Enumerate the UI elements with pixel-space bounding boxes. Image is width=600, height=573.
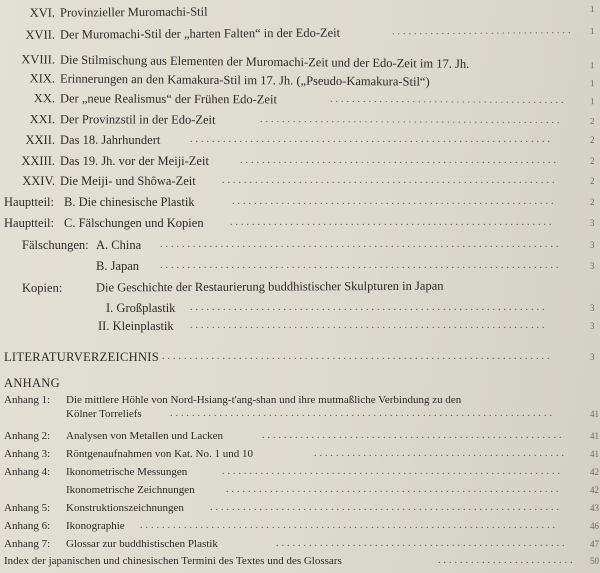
leader-dots: ................................................................. xyxy=(190,302,548,313)
toc-entry-index xyxy=(0,552,600,570)
toc-entry-anhang-4 xyxy=(0,463,600,481)
toc-entry-anhang-6 xyxy=(0,517,600,535)
leader-dots: ......................................................................... xyxy=(160,239,562,250)
entry-label: Anhang 7: xyxy=(4,538,51,550)
leader-dots: .............................................................. xyxy=(222,466,563,477)
entry-page: 2 xyxy=(590,135,595,145)
leader-dots: ........................................................... xyxy=(232,196,557,207)
toc-entry-xxii xyxy=(0,131,600,149)
leader-dots: ...................................................................... xyxy=(170,408,555,419)
leader-dots: .............................................. xyxy=(314,448,567,459)
entry-label: Anhang 5: xyxy=(4,502,51,514)
leader-dots: ....................................................................... xyxy=(162,351,553,362)
entry-title: Glossar zur buddhistischen Plastik xyxy=(66,538,218,550)
entry-label: Anhang 2: xyxy=(4,430,51,442)
entry-page: 3 xyxy=(590,321,595,331)
toc-entry-anhang-4-sub xyxy=(0,481,600,499)
leader-dots: ....................................................... xyxy=(262,430,565,441)
entry-title: Der Muromachi-Stil der „harten Falten“ in der Edo-Zeit xyxy=(59,25,341,42)
entry-page: 1 xyxy=(589,60,595,71)
entry-page: 47 xyxy=(590,539,599,549)
entry-title: Der „neue Realismus“ der Frühen Edo-Zeit xyxy=(59,91,277,107)
toc-entry-xxi xyxy=(0,110,600,130)
toc-entry-xvii xyxy=(0,22,600,44)
toc-entry-xxiv xyxy=(0,172,600,190)
leader-dots: .......................................................... xyxy=(240,155,559,166)
entry-title: Erinnerungen an den Kamakura-Stil im 17. Jh. („Pseudo-Kamakura-Stil“) xyxy=(59,71,430,89)
entry-page: 1 xyxy=(589,25,595,36)
entry-title: Das 19. Jh. vor der Meiji-Zeit xyxy=(60,154,209,168)
leader-dots: ............................................................. xyxy=(226,484,562,495)
entry-page: 41 xyxy=(590,409,599,419)
entry-page: 2 xyxy=(590,197,595,207)
entry-label: Kopien: xyxy=(21,280,63,295)
entry-page: 3 xyxy=(590,240,595,250)
entry-page: 46 xyxy=(590,521,599,531)
entry-number: XVII. xyxy=(25,27,56,42)
entry-label: Anhang 4: xyxy=(4,466,51,478)
toc-entry-xx xyxy=(0,89,600,110)
leader-dots: ......................... xyxy=(438,555,576,566)
entry-label: Fälschungen: xyxy=(22,238,89,252)
entry-page: 1 xyxy=(589,78,595,89)
entry-page: 50 xyxy=(590,556,599,566)
entry-page: 2 xyxy=(590,176,595,186)
entry-number: XVIII. xyxy=(21,52,56,67)
entry-page: 3 xyxy=(590,303,595,313)
toc-entry-anhang-2 xyxy=(0,427,600,445)
leader-dots: ............................................................. xyxy=(222,175,558,186)
entry-title: B. Japan xyxy=(96,259,140,273)
leader-dots: ........................................... xyxy=(329,93,567,106)
entry-title: Die mittlere Höhle von Nord-Hsiang-t'ang-shan und ihre mutmaßliche Verbindung zu den xyxy=(66,394,462,406)
entry-label: Anhang 3: xyxy=(4,448,51,460)
entry-title: Konstruktionszeichnungen xyxy=(66,502,184,514)
entry-page: 43 xyxy=(590,503,599,513)
anhang-heading xyxy=(0,374,600,392)
entry-title: Der Provinzstil in der Edo-Zeit xyxy=(59,112,216,127)
entry-number: XVI. xyxy=(29,5,56,20)
section-heading: ANHANG xyxy=(4,376,60,390)
entry-number: XXIV. xyxy=(22,174,55,188)
toc-entry-anhang-5 xyxy=(0,499,600,517)
toc-entry-hauptteil-b xyxy=(0,193,600,211)
entry-title: Ikonographie xyxy=(66,520,125,532)
entry-label: Hauptteil: xyxy=(4,216,54,230)
toc-entry-faelschungen-japan xyxy=(0,257,600,275)
entry-title: A. China xyxy=(96,238,142,252)
toc-entry-anhang-7 xyxy=(0,535,600,553)
entry-title: I. Großplastik xyxy=(106,301,176,315)
toc-entry-literatur xyxy=(0,348,600,366)
toc-entry-kopien xyxy=(0,276,600,297)
leader-dots: .................................................................. xyxy=(190,134,553,145)
entry-number: XXIII. xyxy=(21,154,55,168)
entry-title: Die Geschichte der Restaurierung buddhistischer Skulpturen in Japan xyxy=(95,278,444,295)
entry-page: 1 xyxy=(589,3,595,14)
entry-title: C. Fälschungen und Kopien xyxy=(64,216,204,230)
toc-entry-xvi xyxy=(0,0,600,22)
toc-entry-kopien-kleinplastik xyxy=(0,317,600,335)
entry-page: 3 xyxy=(590,218,595,228)
entry-number: XXI. xyxy=(29,112,56,127)
leader-dots: ................................................................. xyxy=(190,320,548,331)
leader-dots: ................................................................ xyxy=(210,502,562,513)
entry-title: Die Meiji- und Shôwa-Zeit xyxy=(60,174,196,188)
entry-title: LITERATURVERZEICHNIS xyxy=(4,350,159,364)
leader-dots: ................................. xyxy=(391,24,574,38)
entry-number: XX. xyxy=(33,91,56,106)
entry-page: 42 xyxy=(590,467,599,477)
entry-title: Röntgenaufnahmen von Kat. No. 1 und 10 xyxy=(66,448,253,460)
toc-entry-kopien-grossplastik xyxy=(0,299,600,317)
toc-entry-hauptteil-c xyxy=(0,214,600,232)
toc-entry-anhang-3 xyxy=(0,445,600,463)
leader-dots: ............................................................................ xyxy=(140,520,558,531)
entry-page: 1 xyxy=(589,96,595,107)
entry-title: Analysen von Metallen und Lacken xyxy=(66,430,224,442)
entry-title: Das 18. Jahrhundert xyxy=(60,133,161,147)
entry-title: Ikonometrische Messungen xyxy=(66,466,188,478)
entry-page: 3 xyxy=(590,261,595,271)
entry-label: Anhang 1: xyxy=(4,394,51,406)
entry-title-continuation: Kölner Torreliefs xyxy=(66,408,142,420)
entry-title: Ikonometrische Zeichnungen xyxy=(66,484,195,496)
entry-title: Index der japanischen und chinesischen Termini des Textes und des Glossars xyxy=(4,555,342,567)
entry-label: Hauptteil: xyxy=(4,195,54,209)
entry-title: B. Die chinesische Plastik xyxy=(64,195,195,209)
toc-entry-anhang-1-cont xyxy=(0,405,600,423)
leader-dots: ......................................................................... xyxy=(160,260,562,271)
entry-page: 2 xyxy=(589,116,595,127)
toc-entry-faelschungen-china xyxy=(0,236,600,254)
entry-page: 41 xyxy=(590,431,599,441)
entry-title: II. Kleinplastik xyxy=(98,319,174,333)
leader-dots: ....................................................... xyxy=(259,113,563,126)
leader-dots: ..................................................... xyxy=(276,538,568,549)
entry-label: Anhang 6: xyxy=(4,520,51,532)
entry-title: Provinzieller Muromachi-Stil xyxy=(59,4,208,20)
entry-number: XXII. xyxy=(25,133,55,147)
entry-title: Die Stilmischung aus Elementen der Muromachi-Zeit und der Edo-Zeit im 17. Jh. xyxy=(59,52,470,71)
entry-page: 41 xyxy=(590,449,599,459)
leader-dots: ........................................................... xyxy=(230,217,555,228)
entry-page: 42 xyxy=(590,485,599,495)
entry-page: 2 xyxy=(590,156,595,166)
entry-number: XIX. xyxy=(29,71,56,86)
toc-entry-xxiii xyxy=(0,152,600,170)
entry-page: 3 xyxy=(590,352,595,362)
